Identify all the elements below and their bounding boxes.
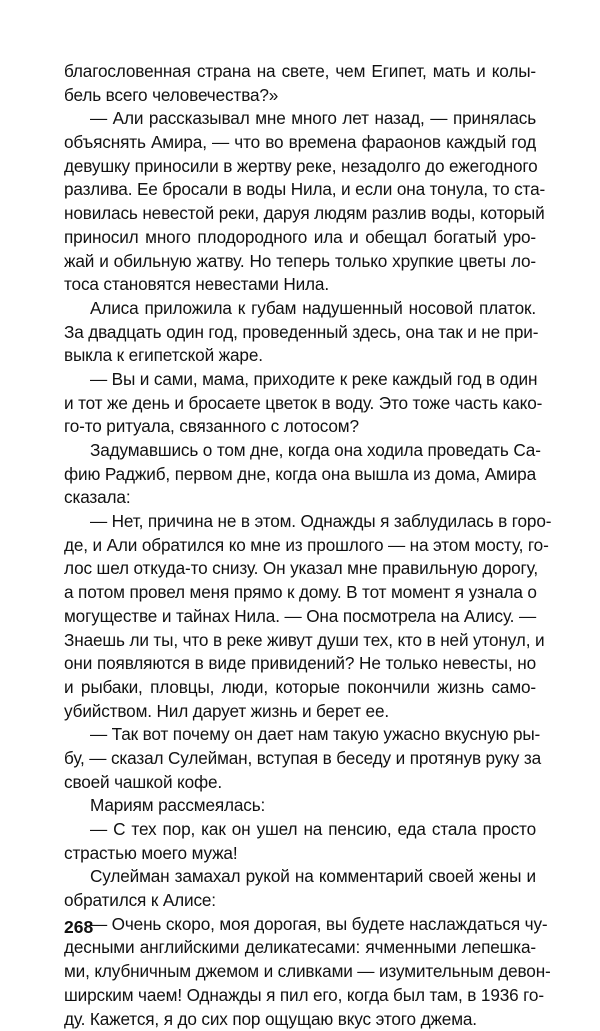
text-line: девушку приносили в жертву реке, незадолго до ежегодного	[64, 155, 536, 179]
text-line: страстью моего мужа!	[64, 842, 536, 866]
text-line: своей чашкой кофе.	[64, 771, 536, 795]
text-line: ширским чаем! Однажды я пил его, когда был там, в 1936 го-	[64, 984, 536, 1008]
text-line: разлива. Ее бросали в воды Нила, и если она тонула, то ста-	[64, 178, 536, 202]
text-line: бу, — сказал Сулейман, вступая в беседу и протянув руку за	[64, 747, 536, 771]
text-line: Мариям рассмеялась:	[64, 794, 536, 818]
text-line: они появляются в виде привидений? Не только невесты, но	[64, 652, 536, 676]
text-line: — Нет, причина не в этом. Однажды я заблудилась в горо-	[64, 510, 536, 534]
text-line: Знаешь ли ты, что в реке живут души тех, кто в ней утонул, и	[64, 629, 536, 653]
text-line: жай и обильную жатву. Но теперь только хрупкие цветы ло-	[64, 250, 536, 274]
text-line: За двадцать один год, проведенный здесь, она так и не при-	[64, 321, 536, 345]
text-line: де, и Али обратился ко мне из прошлого — на этом мосту, го-	[64, 534, 536, 558]
text-line: Сулейман замахал рукой на комментарий своей жены и	[64, 865, 536, 889]
text-line: лос шел откуда-то снизу. Он указал мне правильную дорогу,	[64, 557, 536, 581]
text-line: фию Раджиб, первом дне, когда она вышла из дома, Амира	[64, 463, 536, 487]
text-line: — Очень скоро, моя дорогая, вы будете наслаждаться чу-	[64, 913, 536, 937]
page-number: 268	[64, 916, 93, 938]
text-line: новилась невестой реки, даруя людям разлив воды, который	[64, 202, 536, 226]
text-line: Задумавшись о том дне, когда она ходила проведать Са-	[64, 439, 536, 463]
text-line: — Али рассказывал мне много лет назад, — принялась	[64, 107, 536, 131]
text-line: — Так вот почему он дает нам такую ужасно вкусную ры-	[64, 723, 536, 747]
text-line: ду. Кажется, я до сих пор ощущаю вкус этого джема.	[64, 1008, 536, 1031]
text-line: объяснять Амира, — что во времена фараонов каждый год	[64, 131, 536, 155]
text-line: тоса становятся невестами Нила.	[64, 273, 536, 297]
text-line: благословенная страна на свете, чем Египет, мать и колы-	[64, 60, 536, 84]
text-line: выкла к египетской жаре.	[64, 344, 536, 368]
text-line: и рыбаки, пловцы, люди, которые покончили жизнь само-	[64, 676, 536, 700]
text-line: приносил много плодородного ила и обещал богатый уро-	[64, 226, 536, 250]
text-line: десными английскими деликатесами: ячменными лепешка-	[64, 936, 536, 960]
text-line: Алиса приложила к губам надушенный носовой платок.	[64, 297, 536, 321]
text-line: сказала:	[64, 486, 536, 510]
text-line: го-то ритуала, связанного с лотосом?	[64, 415, 536, 439]
text-line: обратился к Алисе:	[64, 889, 536, 913]
body-text	[64, 60, 536, 1031]
text-line: ми, клубничным джемом и сливками — изумительным девон-	[64, 960, 536, 984]
text-line: бель всего человечества?»	[64, 84, 536, 108]
text-line: и тот же день и бросаете цветок в воду. Это тоже часть како-	[64, 392, 536, 416]
text-line: а потом провел меня прямо к дому. В тот момент я узнала о	[64, 581, 536, 605]
text-line: — С тех пор, как он ушел на пенсию, еда стала просто	[64, 818, 536, 842]
text-line: убийством. Нил дарует жизнь и берет ее.	[64, 700, 536, 724]
text-line: — Вы и сами, мама, приходите к реке каждый год в один	[64, 368, 536, 392]
text-line: могуществе и тайнах Нила. — Она посмотрела на Алису. —	[64, 605, 536, 629]
